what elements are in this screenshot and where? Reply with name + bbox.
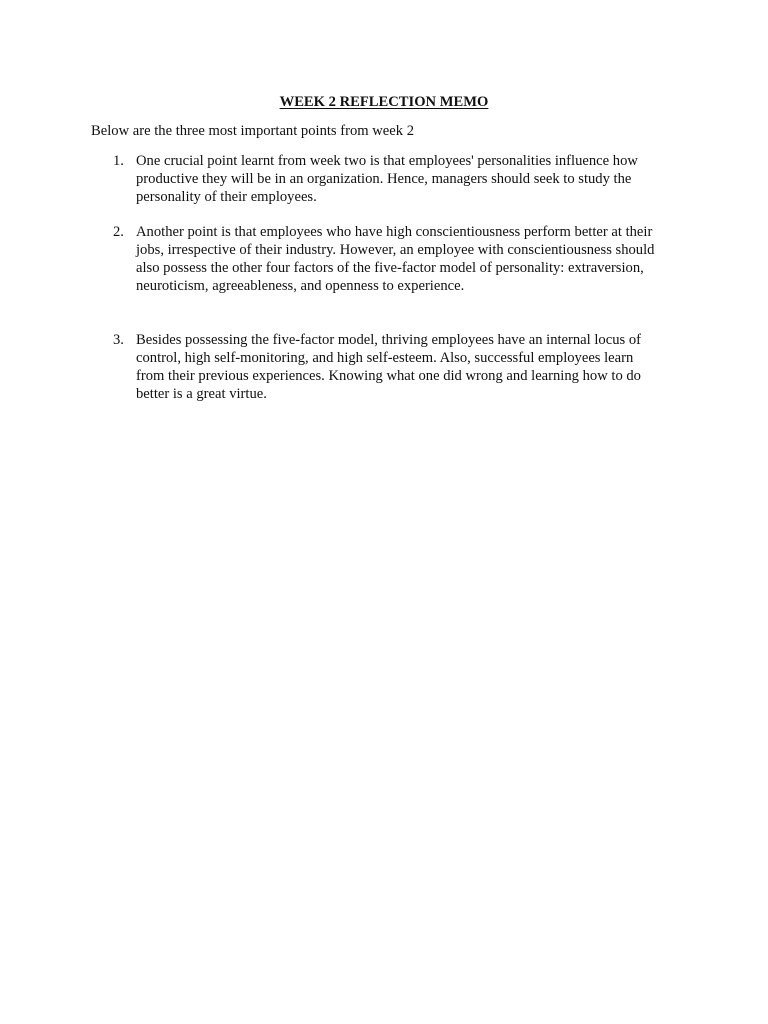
list-item-line: from their previous experiences. Knowing what one did wrong and learning how to do [136, 368, 641, 384]
list-item-text [136, 223, 681, 295]
list-item-number: 1. [113, 153, 124, 169]
list-item-line: jobs, irrespective of their industry. However, an employee with conscientiousness should [136, 242, 655, 258]
list-item-line: Another point is that employees who have high conscientiousness perform better at their [136, 224, 653, 240]
memo-title: WEEK 2 REFLECTION MEMO [279, 94, 489, 110]
list-item-text [136, 331, 681, 403]
list-item-line: neuroticism, agreeableness, and openness to experience. [136, 278, 465, 294]
list-item-line: personality of their employees. [136, 189, 317, 205]
list-item-line: productive they will be in an organization. Hence, managers should seek to study the [136, 171, 632, 187]
list-item-line: Besides possessing the five-factor model, thriving employees have an internal locus of [136, 332, 641, 348]
list-item-number: 3. [113, 332, 124, 348]
list-item-line: better is a great virtue. [136, 386, 267, 402]
list-item-line: One crucial point learnt from week two is that employees' personalities influence how [136, 153, 638, 169]
memo-title-wrapper [0, 93, 768, 111]
list-item-line: control, high self-monitoring, and high self-esteem. Also, successful employees learn [136, 350, 634, 366]
list-item-text [136, 152, 681, 206]
list-item-line: also possess the other four factors of the five-factor model of personality: extraversion, [136, 260, 644, 276]
memo-intro: Below are the three most important points from week 2 [91, 123, 415, 139]
list-item-number: 2. [113, 224, 124, 240]
